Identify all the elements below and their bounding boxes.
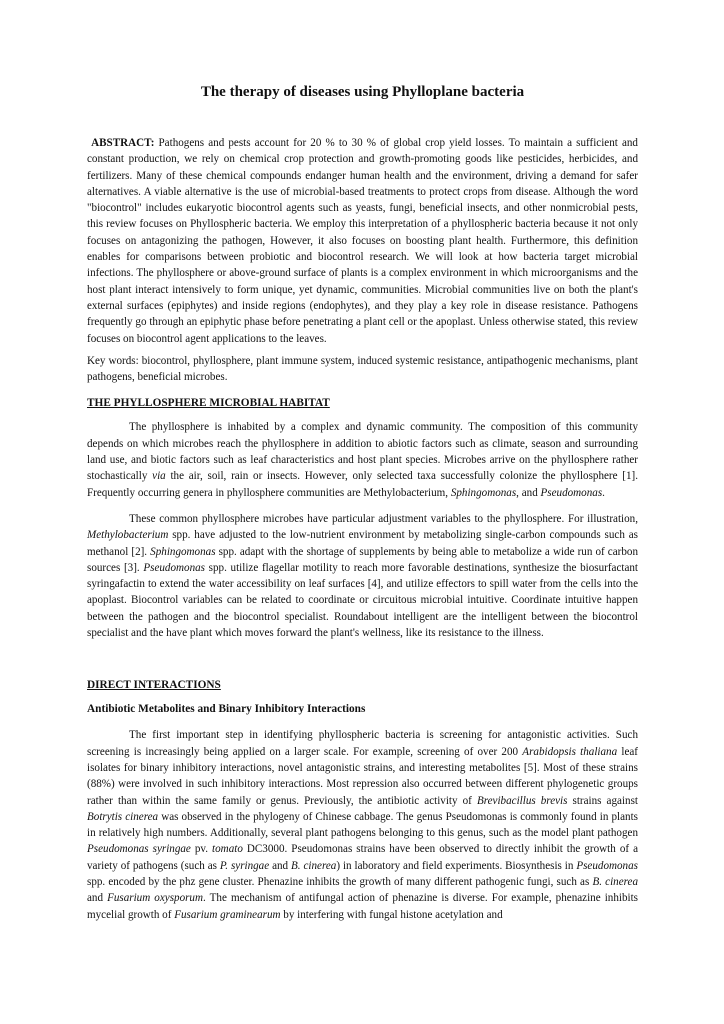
paragraph-habitat-2: These common phyllosphere microbes have particular adjustment variables to the phyllosphere. For illustration, Methylobacterium spp. have adjusted to the low-nutrient environment by metabolizing single-carbon compounds such as methanol [2]. Sphingomonas spp. adapt with the shortage of supplements by being able to metabolize a wide run of carbon sources [3]. Pseudomonas spp. utilize flagellar motility to reach more favorable destinations, synthesize the biosurfactant syringafactin to extend the water accessibility on leaf surfaces [4], and utilize effectors to spill water from the cells into the apoplast. Biocontrol variables can be related to coordinate or circuitous microbial intuitive. Coordinate intuitive happen between the pathogen and the biocontrol specialist. Roundabout intelligent are the intelligent between the biocontrol specialist and the have plant which moves forward the plant's wellness, like its resistance to the illness. xyxy=(87,512,638,640)
abstract-label: ABSTRACT: xyxy=(91,137,155,149)
abstract-text: Pathogens and pests account for 20 % to 30 % of global crop yield losses. To maintain a sufficient and constant production, we rely on chemical crop protection and growth-promoting goods like pesticides, herbicides, and fertilizers. Many of these chemical compounds endanger human health and the environment, driving a demand for safer alternatives. A viable alternative is the use of microbial-based treatments to protect crops from disease. Although the word "biocontrol" includes eukaryotic biocontrol agents such as yeasts, fungi, beneficial insects, and other nonmicrobial pests, this review focuses on Phyllospheric bacteria. We employ this interpretation of a phyllospheric bacteria because it not only focuses on antagonizing the pathogen, However, it also focuses on boosting plant health. Furthermore, this definition enables for comparisons between probiotic and biocontrol research. We will look at how bacteria target microbial infections. The phyllosphere or above-ground surface of plants is a complex environment in which microorganisms and the host plant interact intensively to form unique, yet dynamic, communities. Microbial communities live on both the plant's external surfaces (epiphytes) and inside regions (endophytes), and they play a key role in disease resistance. Pathogens frequently go through an epiphytic phase before penetrating a plant cell or the apoplast. Unless otherwise stated, this review focuses on biocontrol agent applications to the leaves. xyxy=(87,137,638,345)
keywords-paragraph: Key words: biocontrol, phyllosphere, plant immune system, induced systemic resistance, antipathogenic mechanisms, plant pathogens, beneficial microbes. xyxy=(87,354,638,384)
section-heading-phyllosphere: THE PHYLLOSPHERE MICROBIAL HABITAT xyxy=(87,397,330,410)
paragraph-habitat-1: The phyllosphere is inhabited by a complex and dynamic community. The composition of this community depends on which microbes reach the phyllosphere in addition to abiotic factors such as climate, season and surrounding land use, and biotic factors such as leaf characteristics and host plant species. Microbes arrive on the phyllosphere rather stochastically via the air, soil, rain or insects. However, only selected taxa successfully colonize the phyllosphere [1]. Frequently occurring genera in phyllosphere communities are Methylobacterium, Sphingomonas, and Pseudomonas. xyxy=(87,421,638,499)
paragraph-antibiotic-1: The first important step in identifying phyllospheric bacteria is screening for antagonistic activities. Such screening is increasingly being applied on a larger scale. For example, screening of over 200 Arabidopsis thaliana leaf isolates for binary inhibitory interactions, novel antagonistic strains, and interesting metabolites [5]. Most of these strains (88%) were involved in such inhibitory interactions. Most repression also occurred between different phylogenetic groups rather than within the same family or genus. Previously, the antibiotic activity of Brevibacillus brevis strains against Botrytis cinerea was observed in the phylogeny of Chinese cabbage. The genus Pseudomonas is commonly found in plants in relatively high numbers. Additionally, several plant pathogens belonging to this genus, such as the model plant pathogen Pseudomonas syringae pv. tomato DC3000. Pseudomonas strains have been observed to directly inhibit the growth of a variety of pathogens (such as P. syringae and B. cinerea) in laboratory and field experiments. Biosynthesis in Pseudomonas spp. encoded by the phz gene cluster. Phenazine inhibits the growth of many different pathogenic fungi, such as B. cinerea and Fusarium oxysporum. The mechanism of antifungal action of phenazine is diverse. For example, phenazine inhibits mycelial growth of Fusarium graminearum by interfering with fungal histone acetylation and xyxy=(87,729,639,921)
paper-title: The therapy of diseases using Phylloplane bacteria xyxy=(200,84,525,100)
document-page xyxy=(87,84,638,923)
section-heading-direct-interactions: DIRECT INTERACTIONS xyxy=(87,679,221,692)
abstract-paragraph xyxy=(87,135,638,347)
subsection-heading-antibiotic: Antibiotic Metabolites and Binary Inhibitory Interactions xyxy=(87,703,366,716)
